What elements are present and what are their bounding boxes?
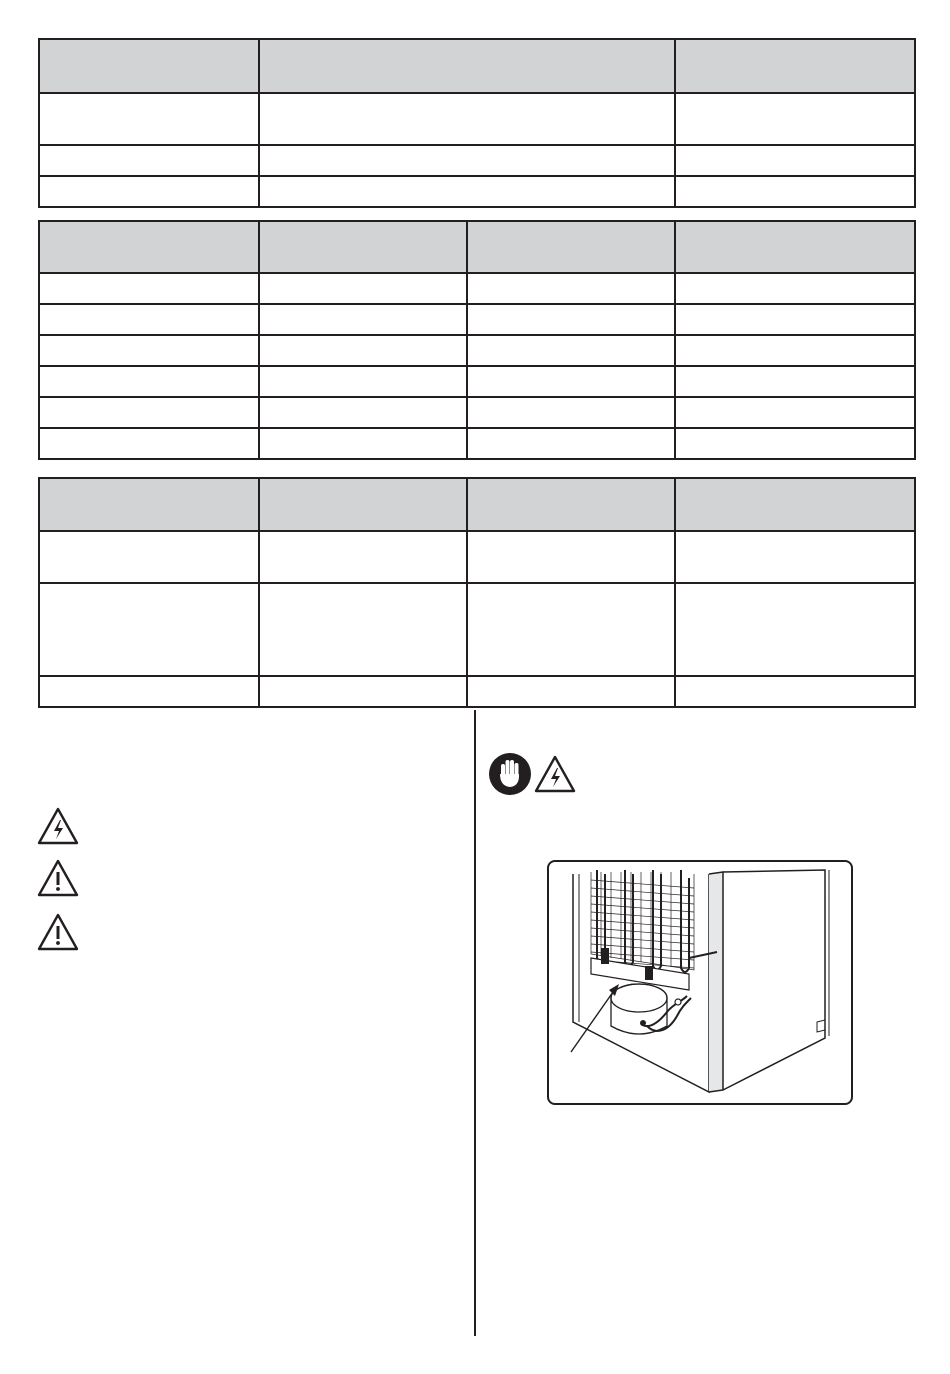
- table-cell: [467, 304, 675, 335]
- table-cell: [39, 273, 259, 304]
- electric-hazard-warning-icon: [533, 754, 577, 794]
- table-cell: [259, 93, 675, 145]
- table-cell: [467, 273, 675, 304]
- header-cell: [259, 39, 675, 93]
- table-cell: [675, 366, 915, 397]
- table-cell: [675, 335, 915, 366]
- table-row: [39, 335, 915, 366]
- table-cell: [39, 366, 259, 397]
- table-cell: [675, 273, 915, 304]
- table-cell: [675, 583, 915, 676]
- table-header-row: [39, 221, 915, 273]
- table-cell: [467, 531, 675, 583]
- table-row: [39, 304, 915, 335]
- table-cell: [467, 366, 675, 397]
- table-row: [39, 145, 915, 176]
- table-cell: [39, 93, 259, 145]
- header-cell: [259, 221, 467, 273]
- table-cell: [259, 531, 467, 583]
- refrigerator-rear-compressor-illustration: [547, 860, 853, 1105]
- table-cell: [39, 428, 259, 459]
- table-row: [39, 397, 915, 428]
- table-cell: [259, 583, 467, 676]
- table-cell: [675, 145, 915, 176]
- table-cell: [675, 428, 915, 459]
- table-row: [39, 531, 915, 583]
- table-cell: [259, 273, 467, 304]
- table-cell: [259, 145, 675, 176]
- table-cell: [259, 676, 467, 707]
- table-row: [39, 583, 915, 676]
- stop-hand-icon: [488, 752, 532, 796]
- column-divider: [474, 710, 476, 1336]
- header-cell: [675, 478, 915, 531]
- table-cell: [39, 335, 259, 366]
- header-cell: [39, 221, 259, 273]
- table-cell: [259, 366, 467, 397]
- table-cell: [675, 176, 915, 207]
- table-cell: [39, 176, 259, 207]
- general-warning-icon: [36, 912, 80, 952]
- header-cell: [39, 478, 259, 531]
- table-cell: [675, 397, 915, 428]
- table-cell: [467, 428, 675, 459]
- table-cell: [467, 676, 675, 707]
- header-cell: [675, 39, 915, 93]
- table-cell: [467, 397, 675, 428]
- table-cell: [259, 397, 467, 428]
- table-header-row: [39, 478, 915, 531]
- table-row: [39, 676, 915, 707]
- table-cell: [259, 176, 675, 207]
- header-cell: [259, 478, 467, 531]
- table-cell: [467, 583, 675, 676]
- table-row: [39, 93, 915, 145]
- table-cell: [259, 428, 467, 459]
- table-cell: [259, 335, 467, 366]
- table-cell: [259, 304, 467, 335]
- right-warning-icons: [488, 752, 578, 796]
- table-cell: [39, 304, 259, 335]
- table-row: [39, 366, 915, 397]
- table-cell: [467, 335, 675, 366]
- table-row: [39, 176, 915, 207]
- table-row: [39, 273, 915, 304]
- spec-table-1: [38, 38, 916, 208]
- header-cell: [39, 39, 259, 93]
- table-cell: [39, 145, 259, 176]
- electric-hazard-warning-icon: [36, 806, 80, 846]
- general-warning-icon: [36, 858, 80, 898]
- figure-drawing: [549, 862, 851, 1103]
- table-cell: [675, 93, 915, 145]
- table-cell: [39, 397, 259, 428]
- header-cell: [467, 221, 675, 273]
- table-cell: [675, 676, 915, 707]
- table-cell: [39, 583, 259, 676]
- table-cell: [675, 531, 915, 583]
- table-row: [39, 428, 915, 459]
- spec-table-2: [38, 220, 916, 460]
- header-cell: [675, 221, 915, 273]
- spec-table-3: [38, 477, 916, 708]
- header-cell: [467, 478, 675, 531]
- table-cell: [675, 304, 915, 335]
- table-header-row: [39, 39, 915, 93]
- table-cell: [39, 531, 259, 583]
- table-cell: [39, 676, 259, 707]
